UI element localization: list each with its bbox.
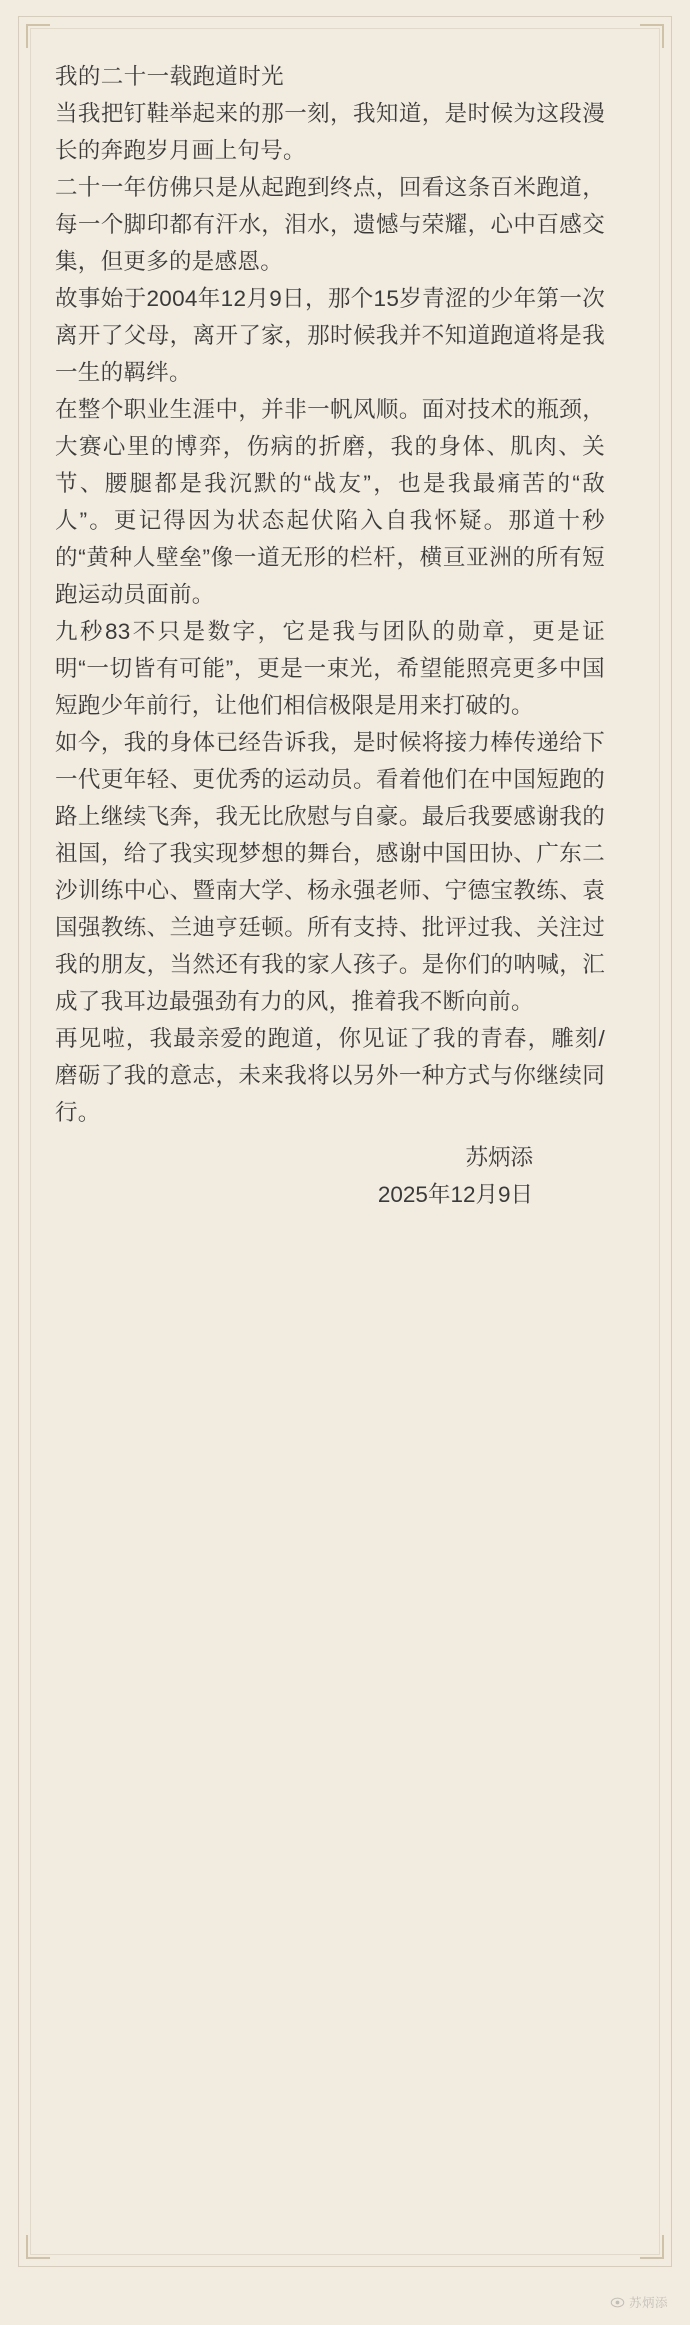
signature-date: 2025年12月9日: [377, 1182, 533, 1207]
letter-paragraph: 当我把钉鞋举起来的那一刻，我知道，是时候为这段漫长的奔跑岁月画上句号。: [55, 101, 605, 163]
letter-paragraph: 二十一年仿佛只是从起跑到终点，回看这条百米跑道，每一个脚印都有汗水，泪水，遗憾与荣耀，心中百感交集，但更多的是感恩。: [55, 175, 605, 274]
corner-ornament-top-left: [26, 24, 50, 48]
letter-title: 我的二十一载跑道时光: [55, 64, 285, 89]
watermark-text: 苏炳添: [628, 2296, 668, 2310]
letter-content: [55, 58, 635, 1213]
weibo-watermark: [610, 2293, 668, 2311]
signature-name: 苏炳添: [465, 1145, 533, 1170]
letter-paragraph: 如今，我的身体已经告诉我，是时候将接力棒传递给下一代更年轻、更优秀的运动员。看着他们在中国短跑的路上继续飞奔，我无比欣慰与自豪。最后我要感谢我的祖国，给了我实现梦想的舞台，感谢中国田协、广东二沙训练中心、暨南大学、杨永强老师、宁德宝教练、袁国强教练、兰迪亨廷顿。所有支持、批评过我、关注过我的朋友，当然还有我的家人孩子。是你们的呐喊，汇成了我耳边最强劲有力的风，推着我不断向前。: [55, 730, 605, 1014]
corner-ornament-bottom-left: [26, 2235, 50, 2259]
letter-paragraph: 九秒83不只是数字，它是我与团队的勋章，更是证明“一切皆有可能”，更是一束光，希望能照亮更多中国短跑少年前行，让他们相信极限是用来打破的。: [55, 619, 605, 718]
letter-paragraph: 再见啦，我最亲爱的跑道，你见证了我的青春，雕刻/磨砺了我的意志，未来我将以另外一种方式与你继续同行。: [55, 1026, 605, 1125]
weibo-eye-icon: [610, 2295, 625, 2310]
letter-paragraph: 在整个职业生涯中，并非一帆风顺。面对技术的瓶颈，大赛心里的博弈，伤病的折磨，我的身体、肌肉、关节、腰腿都是我沉默的“战友”，也是我最痛苦的“敌人”。更记得因为状态起伏陷入自我怀疑。那道十秒的“黄种人壁垒”像一道无形的栏杆，横亘亚洲的所有短跑运动员面前。: [55, 397, 605, 607]
letter-paragraph: 故事始于2004年12月9日，那个15岁青涩的少年第一次离开了父母，离开了家，那时候我并不知道跑道将是我一生的羁绊。: [55, 286, 605, 385]
corner-ornament-bottom-right: [640, 2235, 664, 2259]
signature-block: [55, 1139, 605, 1213]
corner-ornament-top-right: [640, 24, 664, 48]
